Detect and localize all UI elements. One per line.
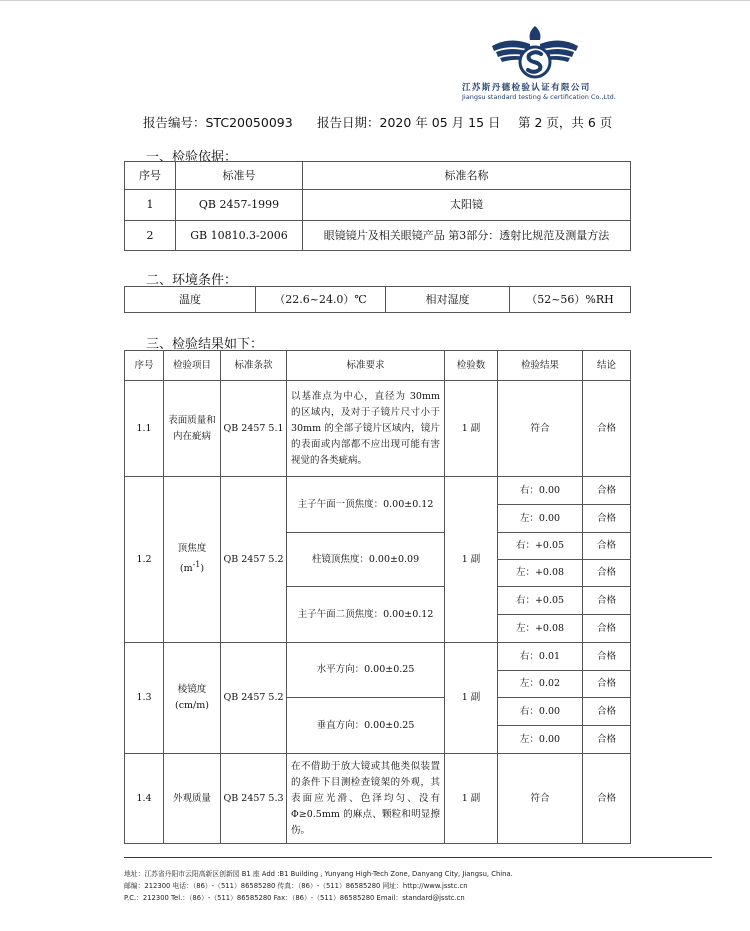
cell-conclusion: 合格: [583, 698, 631, 726]
item-unit: (cm/m): [175, 700, 209, 711]
item-label: 棱镜度: [177, 684, 207, 695]
cell-conclusion: 合格: [583, 726, 631, 754]
company-name-cn: 江苏斯丹德检验认证有限公司: [462, 83, 591, 93]
cell-count: 1 副: [445, 643, 498, 754]
cell-result: 左：0.02: [498, 671, 583, 698]
cell-conclusion: 合格: [583, 671, 631, 698]
environment-table: [124, 286, 631, 313]
cell-clause: QB 2457 5.3: [221, 754, 287, 844]
cell-conclusion: 合格: [583, 754, 631, 844]
footer-contact-en: P.C.：212300 Tel.：（86）-（511）86585280 Fax：（86）-（511）86585280 Email：standard@jsstc.cn: [124, 894, 465, 902]
header-cell: 标准号: [176, 162, 303, 190]
cell-conclusion: 合格: [583, 587, 631, 615]
cell-item: [164, 643, 221, 754]
header-cell: 标准要求: [287, 351, 445, 381]
table-row: [125, 381, 631, 477]
cell-requirement: 在不借助于放大镜或其他类似装置的条件下目测检查镜架的外观，其表面应光滑、色泽均匀、没有Φ≥0.5mm 的麻点、颗粒和明显擦伤。: [287, 754, 445, 844]
item-unit-end: ): [200, 563, 205, 575]
table-row: [125, 754, 631, 844]
cell-conclusion: 合格: [583, 560, 631, 587]
cell-std: QB 2457-1999: [176, 190, 303, 221]
section-title-basis: 一、检验依据：: [146, 150, 238, 165]
report-date: 报告日期：2020 年 05 月 15 日: [317, 115, 501, 130]
table-row: [125, 643, 631, 671]
cell-result: 左：0.00: [498, 505, 583, 533]
section-title-environment: 二、环境条件：: [146, 273, 238, 288]
cell-conclusion: 合格: [583, 643, 631, 671]
header-cell: 标准名称: [303, 162, 631, 190]
cell-name: 太阳镜: [303, 190, 631, 221]
page-info: 第 2 页，共 6 页: [518, 115, 613, 130]
table-row: [125, 477, 631, 505]
cell-result: 左：+0.08: [498, 615, 583, 643]
top-divider: [0, 0, 750, 1]
cell-conclusion: 合格: [583, 533, 631, 560]
header-cell: 结论: [583, 351, 631, 381]
cell-item: 外观质量: [164, 754, 221, 844]
item-unit: (m: [179, 563, 193, 575]
footer-contact-cn: 邮编：212300 电话：（86）-（511）86585280 传真：（86）-（511）86585280 网址：http://www.jsstc.cn: [124, 882, 468, 890]
cell-requirement: 以基准点为中心，直径为 30mm 的区域内，及对于子镜片尺寸小于 30mm 的全部子镜片区域内，镜片的表面或内部都不应出现可能有害视觉的各类疵病。: [287, 381, 445, 477]
cell-requirement: 垂直方向：0.00±0.25: [287, 698, 445, 754]
header-cell: 检验结果: [498, 351, 583, 381]
table-row: [125, 287, 631, 313]
humidity-label: 相对湿度: [386, 287, 510, 313]
section-title-results: 三、检验结果如下：: [146, 337, 264, 352]
cell-conclusion: 合格: [583, 477, 631, 505]
basis-table: [124, 161, 631, 251]
results-table: [124, 350, 631, 844]
cell-item: [164, 477, 221, 643]
cell-requirement: 水平方向：0.00±0.25: [287, 643, 445, 698]
cell-no: 1.3: [125, 643, 164, 754]
humidity-value: （52~56）%RH: [510, 287, 631, 313]
temp-label: 温度: [125, 287, 256, 313]
temp-value: （22.6~24.0）℃: [256, 287, 386, 313]
cell-result: 右：0.01: [498, 643, 583, 671]
cell-count: 1 副: [445, 381, 498, 477]
header-cell: 检验数: [445, 351, 498, 381]
cell-no: 1: [125, 190, 176, 221]
cell-no: 2: [125, 221, 176, 251]
cell-result: 左：0.00: [498, 726, 583, 754]
cell-requirement: 主子午面二顶焦度：0.00±0.12: [287, 587, 445, 643]
header-cell: 检验项目: [164, 351, 221, 381]
cell-no: 1.1: [125, 381, 164, 477]
cell-count: 1 副: [445, 477, 498, 643]
cell-requirement: 柱镜顶焦度：0.00±0.09: [287, 533, 445, 587]
cell-result: 符合: [498, 381, 583, 477]
cell-result: 右：0.00: [498, 477, 583, 505]
cell-conclusion: 合格: [583, 381, 631, 477]
footer-divider: [124, 857, 712, 858]
cell-requirement: 主子午面一顶焦度：0.00±0.12: [287, 477, 445, 533]
cell-result: 符合: [498, 754, 583, 844]
table-row: [125, 221, 631, 251]
item-unit-sup: -1: [192, 560, 201, 570]
cell-clause: QB 2457 5.2: [221, 477, 287, 643]
header-cell: 序号: [125, 351, 164, 381]
cell-item: 表面质量和内在疵病: [164, 381, 221, 477]
cell-result: 左：+0.08: [498, 560, 583, 587]
cell-no: 1.2: [125, 477, 164, 643]
cell-result: 右：+0.05: [498, 587, 583, 615]
company-name-en: Jiangsu standard testing & certification Co.,Ltd.: [462, 93, 616, 101]
footer-address: 地址：江苏省丹阳市云阳高新区创新园 B1 座 Add :B1 Building , Yunyang High-Tech Zone, Danyang City, Jiangsu, China.: [124, 870, 513, 878]
table-header-row: [125, 351, 631, 381]
header-cell: 序号: [125, 162, 176, 190]
cell-result: 右：+0.05: [498, 533, 583, 560]
report-number: 报告编号：STC20050093: [143, 115, 293, 130]
table-row: [125, 190, 631, 221]
cell-std: GB 10810.3-2006: [176, 221, 303, 251]
cell-clause: QB 2457 5.2: [221, 643, 287, 754]
item-label: 顶焦度: [177, 543, 207, 555]
cell-count: 1 副: [445, 754, 498, 844]
cell-result: 右：0.00: [498, 698, 583, 726]
company-logo-icon: [490, 24, 580, 84]
cell-conclusion: 合格: [583, 615, 631, 643]
header-cell: 标准条款: [221, 351, 287, 381]
cell-no: 1.4: [125, 754, 164, 844]
table-header-row: [125, 162, 631, 190]
cell-clause: QB 2457 5.1: [221, 381, 287, 477]
cell-conclusion: 合格: [583, 505, 631, 533]
cell-name: 眼镜镜片及相关眼镜产品 第3部分：透射比规范及测量方法: [303, 221, 631, 251]
